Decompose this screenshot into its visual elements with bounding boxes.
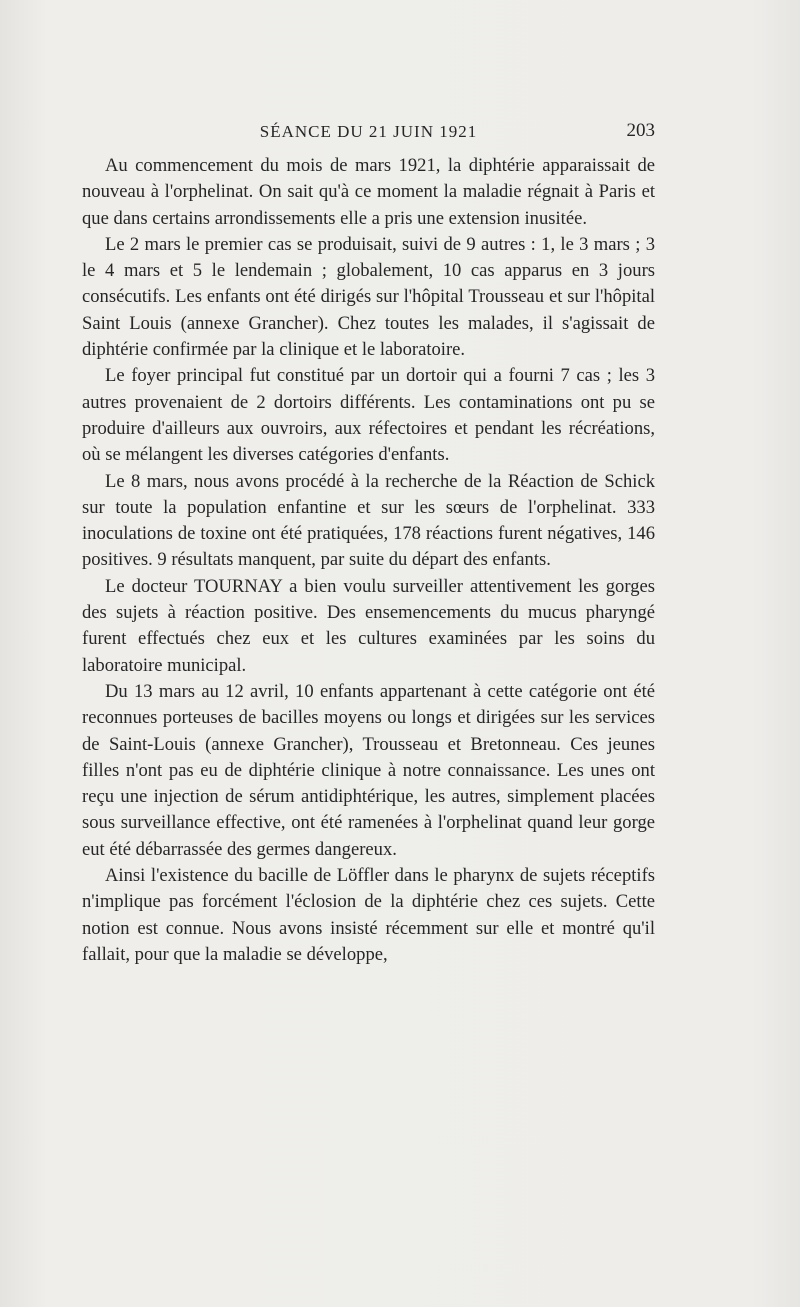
paragraph-4: Le 8 mars, nous avons procédé à la recherche de la Réaction de Schick sur toute la population enfantine et sur les sœurs de l'orphelinat. 333 inoculations de toxine ont été pratiquées, 178 réactions furent négatives, 146 positives. 9 résultats manquent, par suite du départ des enfants. xyxy=(82,470,655,571)
paragraph-2: Le 2 mars le premier cas se produisait, suivi de 9 autres : 1, le 3 mars ; 3 le 4 mars et 5 le lendemain ; globalement, 10 cas apparus en 3 jours consécutifs. Les enfants ont été dirigés sur l'hôpital Trousseau et sur l'hôpital Saint Louis (annexe Grancher). Chez toutes les malades, il s'agissait de diphtérie confirmée par la clinique et le laboratoire. xyxy=(82,233,655,361)
body-text xyxy=(82,153,655,968)
paragraph-1: Au commencement du mois de mars 1921, la diphtérie apparaissait de nouveau à l'orphelinat. On sait qu'à ce moment la maladie régnait à Paris et que dans certains arrondissements elle a pris une extension inusitée. xyxy=(82,155,655,229)
page-number: 203 xyxy=(626,120,655,141)
running-head: SÉANCE DU 21 JUIN 1921 xyxy=(259,122,478,141)
paragraph-6: Du 13 mars au 12 avril, 10 enfants appartenant à cette catégorie ont été reconnues porteuses de bacilles moyens ou longs et dirigées sur les services de Saint-Louis (annexe Grancher), Trousseau et Bretonneau. Ces jeunes filles n'ont pas eu de diphtérie clinique à notre connaissance. Les unes ont reçu une injection de sérum antidiphtérique, les autres, simplement placées sous surveillance effective, ont été ramenées à l'orphelinat quand leur gorge eut été débarrassée des germes dangereux. xyxy=(82,680,655,860)
paragraph-7: Ainsi l'existence du bacille de Löffler dans le pharynx de sujets réceptifs n'implique pas forcément l'éclosion de la diphtérie chez ces sujets. Cette notion est connue. Nous avons insisté récemment sur elle et montré qu'il fallait, pour que la maladie se développe, xyxy=(82,865,655,965)
paragraph-5: Le docteur TOURNAY a bien voulu surveiller attentivement les gorges des sujets à réaction positive. Des ensemencements du mucus pharyngé furent effectués chez eux et les cultures examinées par les soins du laboratoire municipal. xyxy=(82,575,655,676)
page-header xyxy=(82,118,655,148)
paragraph-3: Le foyer principal fut constitué par un dortoir qui a fourni 7 cas ; les 3 autres provenaient de 2 dortoirs différents. Les contaminations ont pu se produire d'ailleurs aux ouvroirs, aux réfectoires et pendant les récréations, où se mélangent les diverses catégories d'enfants. xyxy=(82,365,655,466)
